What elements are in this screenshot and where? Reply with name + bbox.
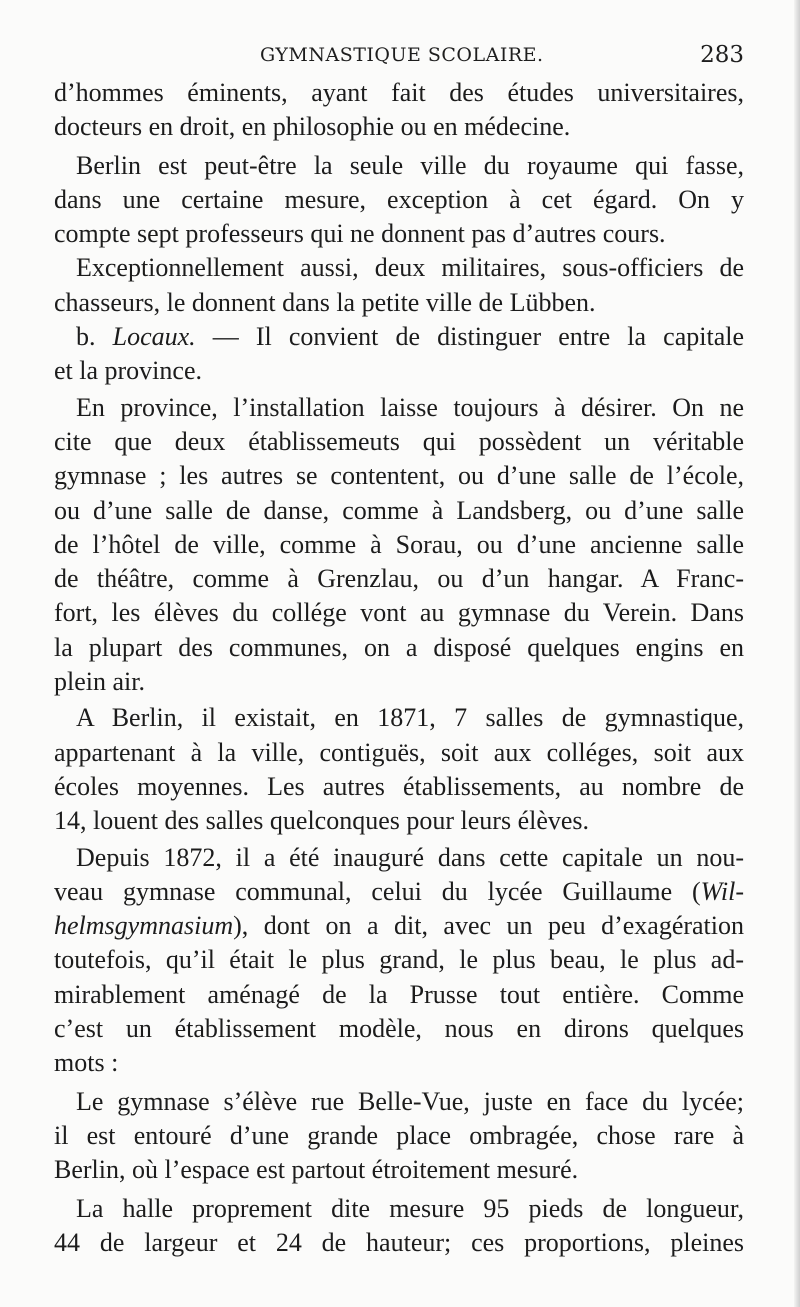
paragraph [54,1085,744,1188]
page-number: 283 [700,42,744,68]
text-line: fort, les élèves du collége vont au gymnase du Verein. Dans [54,598,744,628]
paragraph [54,251,744,320]
text-line: de l’hôtel de ville, comme à Sorau, ou d’une ancienne salle [54,529,744,559]
paragraph [54,701,744,838]
page-header [54,40,744,74]
text-line: écoles moyennes. Les autres établissements, au nombre de [54,771,744,801]
text-line: ou d’une salle de danse, comme à Landsberg, ou d’une salle [54,495,744,525]
text-line: appartenant à la ville, contiguës, soit aux colléges, soit aux [54,737,744,767]
text-line: docteurs en droit, en philosophie ou en médecine. [54,112,571,142]
text-line: d’hommes éminents, ayant fait des études universitaires, [54,78,744,107]
running-title: GYMNASTIQUE SCOLAIRE. [260,44,544,66]
text-line: toutefois, qu’il était le plus grand, le plus beau, le plus ad- [54,945,744,975]
text-line: La halle proprement dite mesure 95 pieds de longueur, [76,1193,744,1223]
text-line: et la province. [54,356,202,386]
text-line: c’est un établissement modèle, nous en dirons quelques [54,1014,744,1044]
paragraph [54,391,744,700]
text-line: la plupart des communes, on a disposé quelques engins en [54,632,744,662]
text-line: Berlin, où l’espace est partout étroitement mesuré. [54,1155,579,1185]
text-line: gymnase ; les autres se contentent, ou d’une salle de l’école, [54,461,744,491]
text-line: compte sept professeurs qui ne donnent pas d’autres cours. [54,219,666,249]
text-line: veau gymnase communal, celui du lycée Guillaume (Wil- [54,876,744,906]
text-line: b. Locaux. — Il convient de distinguer entre la capitale [76,322,744,352]
text-line: 44 de largeur et 24 de hauteur; ces proportions, pleines [54,1227,744,1257]
paragraph [54,149,744,252]
text-line: chasseurs, le donnent dans la petite ville de Lübben. [54,287,596,317]
text-line: 14, louent des salles quelconques pour leurs élèves. [54,806,590,836]
page-edge-shadow [794,0,800,1307]
text-line: mots : [54,1048,119,1078]
text-line: A Berlin, il existait, en 1871, 7 salles de gymnastique, [76,703,744,733]
paragraph [54,1192,744,1261]
body-text [54,76,744,1260]
text-line: En province, l’installation laisse toujours à désirer. On ne [76,392,744,422]
paragraph [54,841,744,1081]
text-line: il est entouré d’une grande place ombragée, chose rare à [54,1120,744,1150]
text-line: Le gymnase s’élève rue Belle-Vue, juste en face du lycée; [76,1086,744,1116]
text-line: Exceptionnellement aussi, deux militaires, sous-officiers de [76,253,744,283]
text-line: plein air. [54,667,145,697]
text-line: helmsgymnasium), dont on a dit, avec un peu d’exagération [54,911,744,941]
text-line: dans une certaine mesure, exception à cet égard. On y [54,184,744,214]
text-line: Berlin est peut-être la seule ville du royaume qui fasse, [76,150,744,180]
paragraph-continuation [54,76,744,145]
text-line: mirablement aménagé de la Prusse tout entière. Comme [54,979,744,1009]
paragraph-locaux [54,320,744,389]
text-line: Depuis 1872, il a été inauguré dans cette capitale un nou- [76,842,744,872]
text-line: cite que deux établissemeuts qui possèdent un véritable [54,426,744,456]
text-line: de théâtre, comme à Grenzlau, ou d’un hangar. A Franc- [54,564,744,594]
